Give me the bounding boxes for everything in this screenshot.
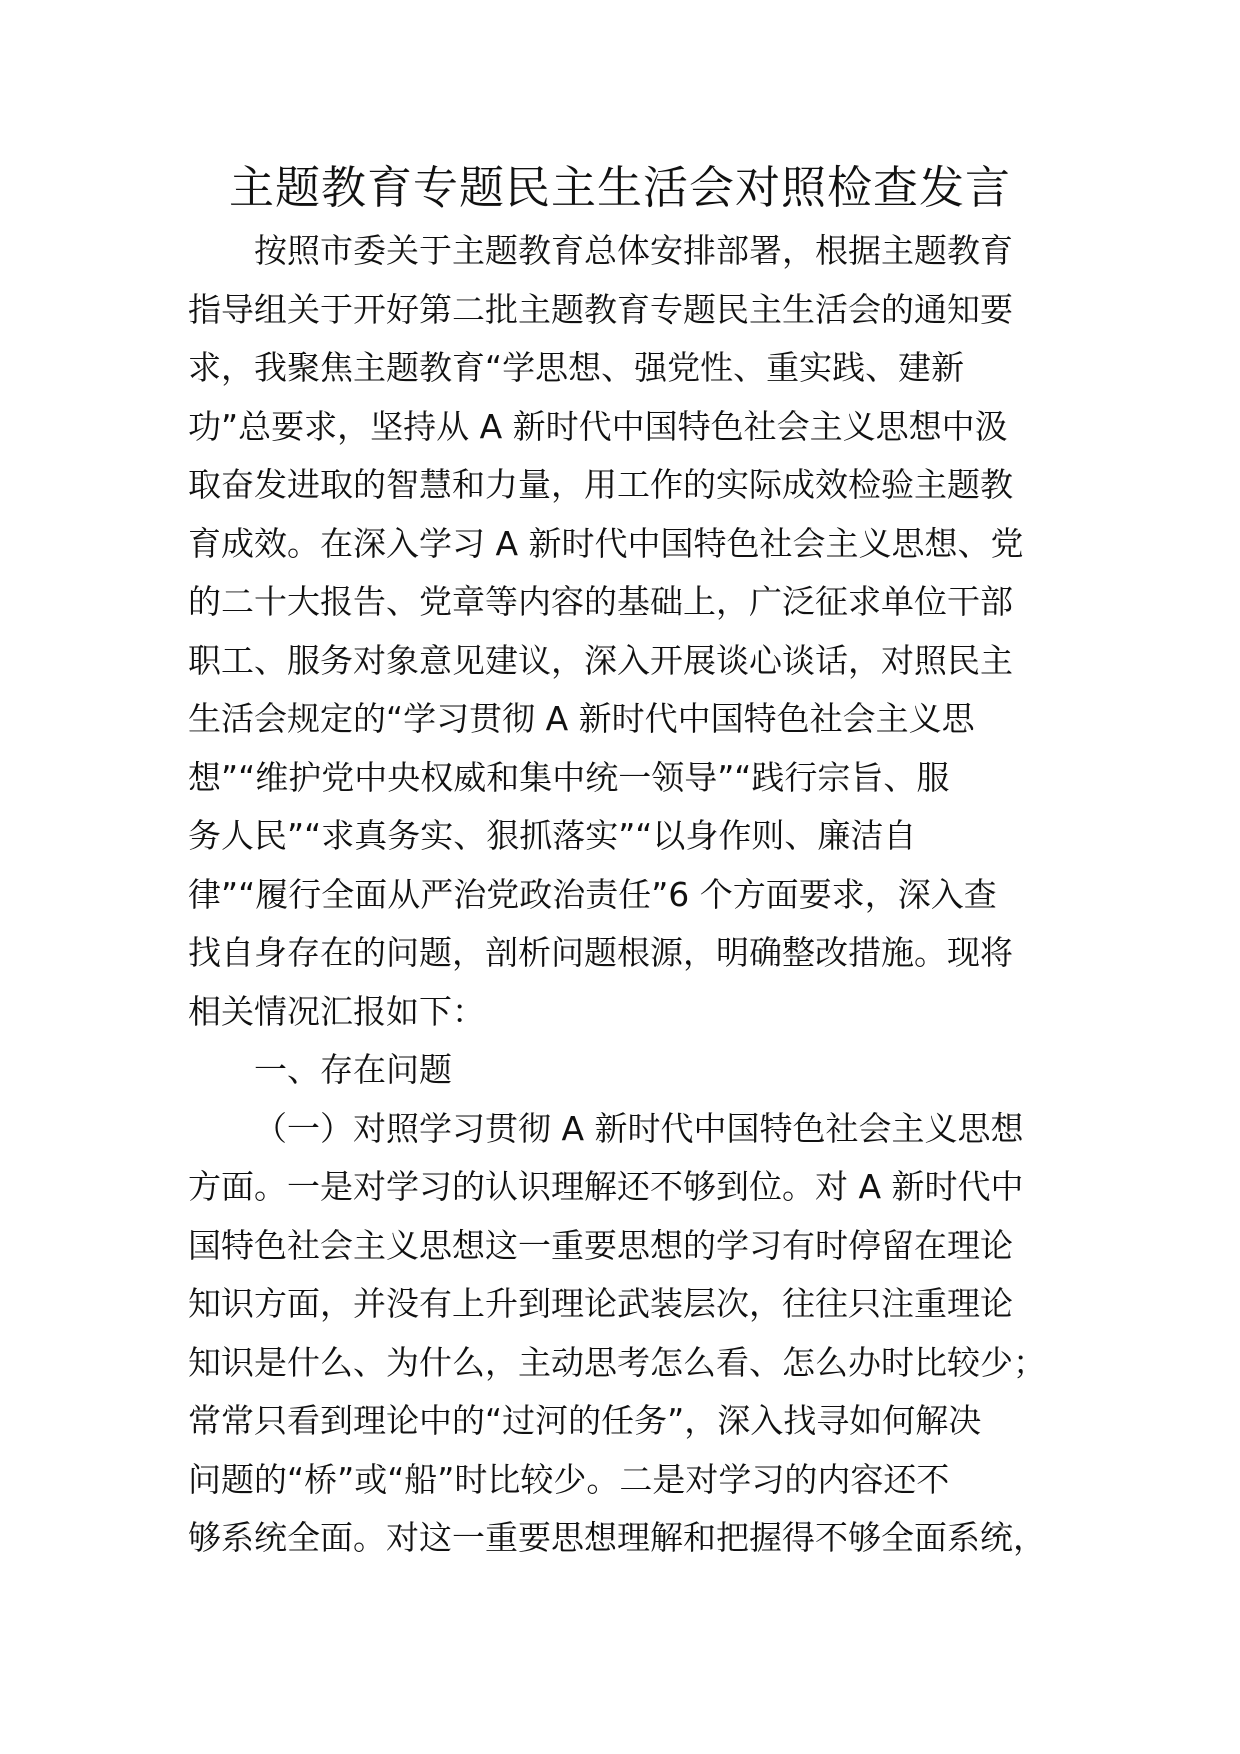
paragraph-line: 知识是什么、为什么，主动思考怎么看、怎么办时比较少；	[188, 1342, 1046, 1382]
paragraph-line: 务人民”“求真务实、狠抓落实”“以身作则、廉洁自	[188, 816, 917, 855]
paragraph-line: 相关情况汇报如下：	[188, 991, 485, 1031]
paragraph-line: 律”“履行全面从严治党政治责任”6 个方面要求，深入查	[188, 874, 997, 914]
paragraph-line: 的二十大报告、党章等内容的基础上，广泛征求单位干部	[188, 582, 1013, 621]
paragraph-line: 职工、服务对象意见建议，深入开展谈心谈话，对照民主	[188, 640, 1013, 680]
section-heading: 一、存在问题	[254, 1050, 452, 1089]
document-title: 主题教育专题民主生活会对照检查发言	[228, 161, 1011, 214]
paragraph-line: 功”总要求，坚持从 A 新时代中国特色社会主义思想中汲	[188, 406, 1008, 446]
paragraph-line: 问题的“桥”或“船”时比较少。二是对学习的内容还不	[188, 1459, 950, 1499]
paragraph-line: 生活会规定的“学习贯彻 A 新时代中国特色社会主义思	[188, 699, 975, 738]
paragraph-line: 国特色社会主义思想这一重要思想的学习有时停留在理论	[188, 1225, 1013, 1265]
paragraph-line: 方面。一是对学习的认识理解还不够到位。对 A 新时代中	[188, 1167, 1024, 1206]
paragraph-line: 知识方面，并没有上升到理论武装层次，往往只注重理论	[188, 1284, 1013, 1323]
paragraph-line: 育成效。在深入学习 A 新时代中国特色社会主义思想、党	[188, 523, 1024, 563]
paragraph-line: 想”“维护党中央权威和集中统一领导”“践行宗旨、服	[188, 757, 950, 797]
document-body	[188, 222, 1068, 1568]
paragraph-line: 取奋发进取的智慧和力量，用工作的实际成效检验主题教	[188, 465, 1013, 504]
paragraph-line: 指导组关于开好第二批主题教育专题民主生活会的通知要	[188, 289, 1013, 329]
paragraph-line: 常常只看到理论中的“过河的任务”，深入找寻如何解决	[188, 1401, 982, 1440]
subsection-heading-line: （一）对照学习贯彻 A 新时代中国特色社会主义思想	[254, 1108, 1024, 1148]
paragraph-line: 按照市委关于主题教育总体安排部署，根据主题教育	[254, 231, 1013, 270]
paragraph-line: 找自身存在的问题，剖析问题根源，明确整改措施。现将	[188, 933, 1013, 972]
paragraph-line: 求，我聚焦主题教育“学思想、强党性、重实践、建新	[188, 348, 965, 387]
paragraph-line: 够系统全面。对这一重要思想理解和把握得不够全面系统，	[188, 1518, 1046, 1557]
